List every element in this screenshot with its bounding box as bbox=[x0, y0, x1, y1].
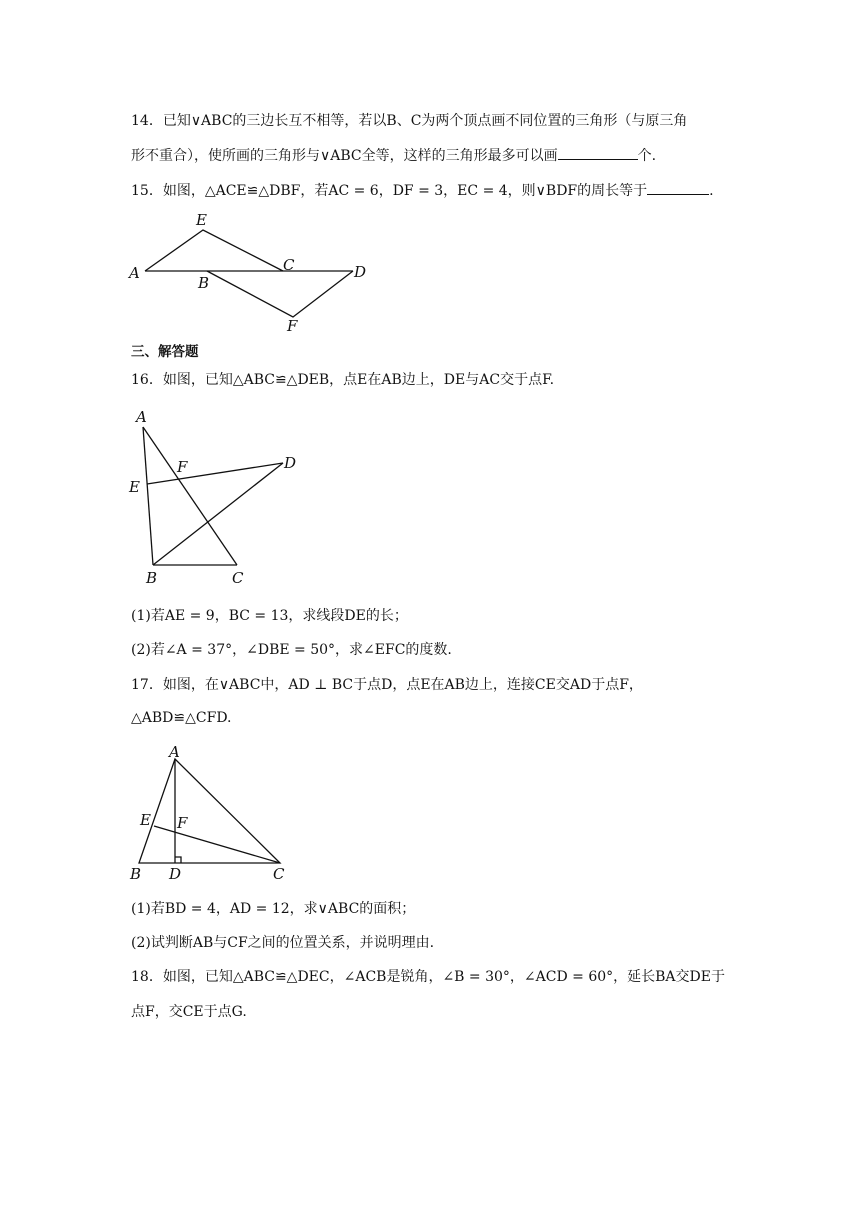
label-d: D bbox=[284, 454, 297, 472]
problem-18-line-1: 18．如图，已知△ABC≌△DEC，∠ACB是锐角，∠B = 30°，∠ACD = 60°，延长BA交DE于 bbox=[131, 969, 725, 985]
label-e: E bbox=[140, 811, 151, 829]
label-f: F bbox=[177, 458, 188, 476]
figure-17 bbox=[125, 740, 305, 885]
label-b: B bbox=[146, 569, 158, 587]
figure-15 bbox=[125, 205, 385, 340]
problem-17-line-2: △ABD≌△CFD. bbox=[131, 710, 232, 726]
label-f: F bbox=[177, 814, 188, 832]
segment-ac bbox=[143, 427, 237, 565]
problem-15-statement: 15．如图，△ACE≌△DBF，若AC = 6，DF = 3，EC = 4，则∨BDF的周长等于 bbox=[131, 183, 648, 199]
figure-16 bbox=[125, 400, 325, 595]
triangle-bfd bbox=[207, 271, 353, 317]
problem-15-end: . bbox=[709, 183, 714, 199]
label-d: D bbox=[354, 263, 367, 281]
label-a: A bbox=[136, 408, 147, 426]
problem-16-question-2: (2)若∠A = 37°，∠DBE = 50°，求∠EFC的度数. bbox=[131, 642, 452, 658]
problem-17-question-2: (2)试判断AB与CF之间的位置关系，并说明理由. bbox=[131, 935, 435, 951]
answer-blank-14[interactable] bbox=[558, 145, 638, 160]
problem-17-question-1: (1)若BD = 4，AD = 12，求∨ABC的面积； bbox=[131, 901, 416, 917]
label-c: C bbox=[273, 865, 285, 883]
segment-ed bbox=[147, 463, 283, 484]
problem-16-question-1: (1)若AE = 9，BC = 13，求线段DE的长； bbox=[131, 608, 408, 624]
label-e: E bbox=[129, 478, 140, 496]
segment-bd bbox=[153, 463, 283, 565]
triangle-ace bbox=[145, 230, 283, 271]
problem-14-line-2-text: 形不重合），使所画的三角形与∨ABC全等，这样的三角形最多可以画 bbox=[131, 148, 558, 164]
answer-blank-15[interactable] bbox=[647, 180, 709, 195]
label-c: C bbox=[283, 256, 295, 274]
problem-17-line-1: 17．如图，在∨ABC中，AD ⊥ BC于点D，点E在AB边上，连接CE交AD于点F， bbox=[131, 677, 643, 693]
segment-ab bbox=[143, 427, 153, 565]
label-e: E bbox=[196, 211, 207, 229]
label-b: B bbox=[198, 274, 210, 292]
triangle-abc bbox=[139, 759, 280, 863]
problem-15-text bbox=[131, 180, 714, 201]
right-angle-mark bbox=[175, 857, 181, 863]
problem-18-line-2: 点F，交CE于点G. bbox=[131, 1004, 247, 1020]
label-f: F bbox=[287, 317, 298, 335]
label-a: A bbox=[129, 264, 140, 282]
problem-14-line-2-end: 个. bbox=[637, 148, 657, 164]
label-c: C bbox=[232, 569, 244, 587]
label-d: D bbox=[169, 865, 182, 883]
problem-14-line-2 bbox=[131, 145, 656, 166]
label-a: A bbox=[169, 743, 180, 761]
problem-14-line-1: 14．已知∨ABC的三边长互不相等，若以B、C为两个顶点画不同位置的三角形（与原三角 bbox=[131, 113, 688, 129]
problem-16-text: 16．如图，已知△ABC≌△DEB，点E在AB边上，DE与AC交于点F. bbox=[131, 372, 555, 388]
label-b: B bbox=[130, 865, 142, 883]
section-3-heading: 三、解答题 bbox=[131, 344, 199, 360]
